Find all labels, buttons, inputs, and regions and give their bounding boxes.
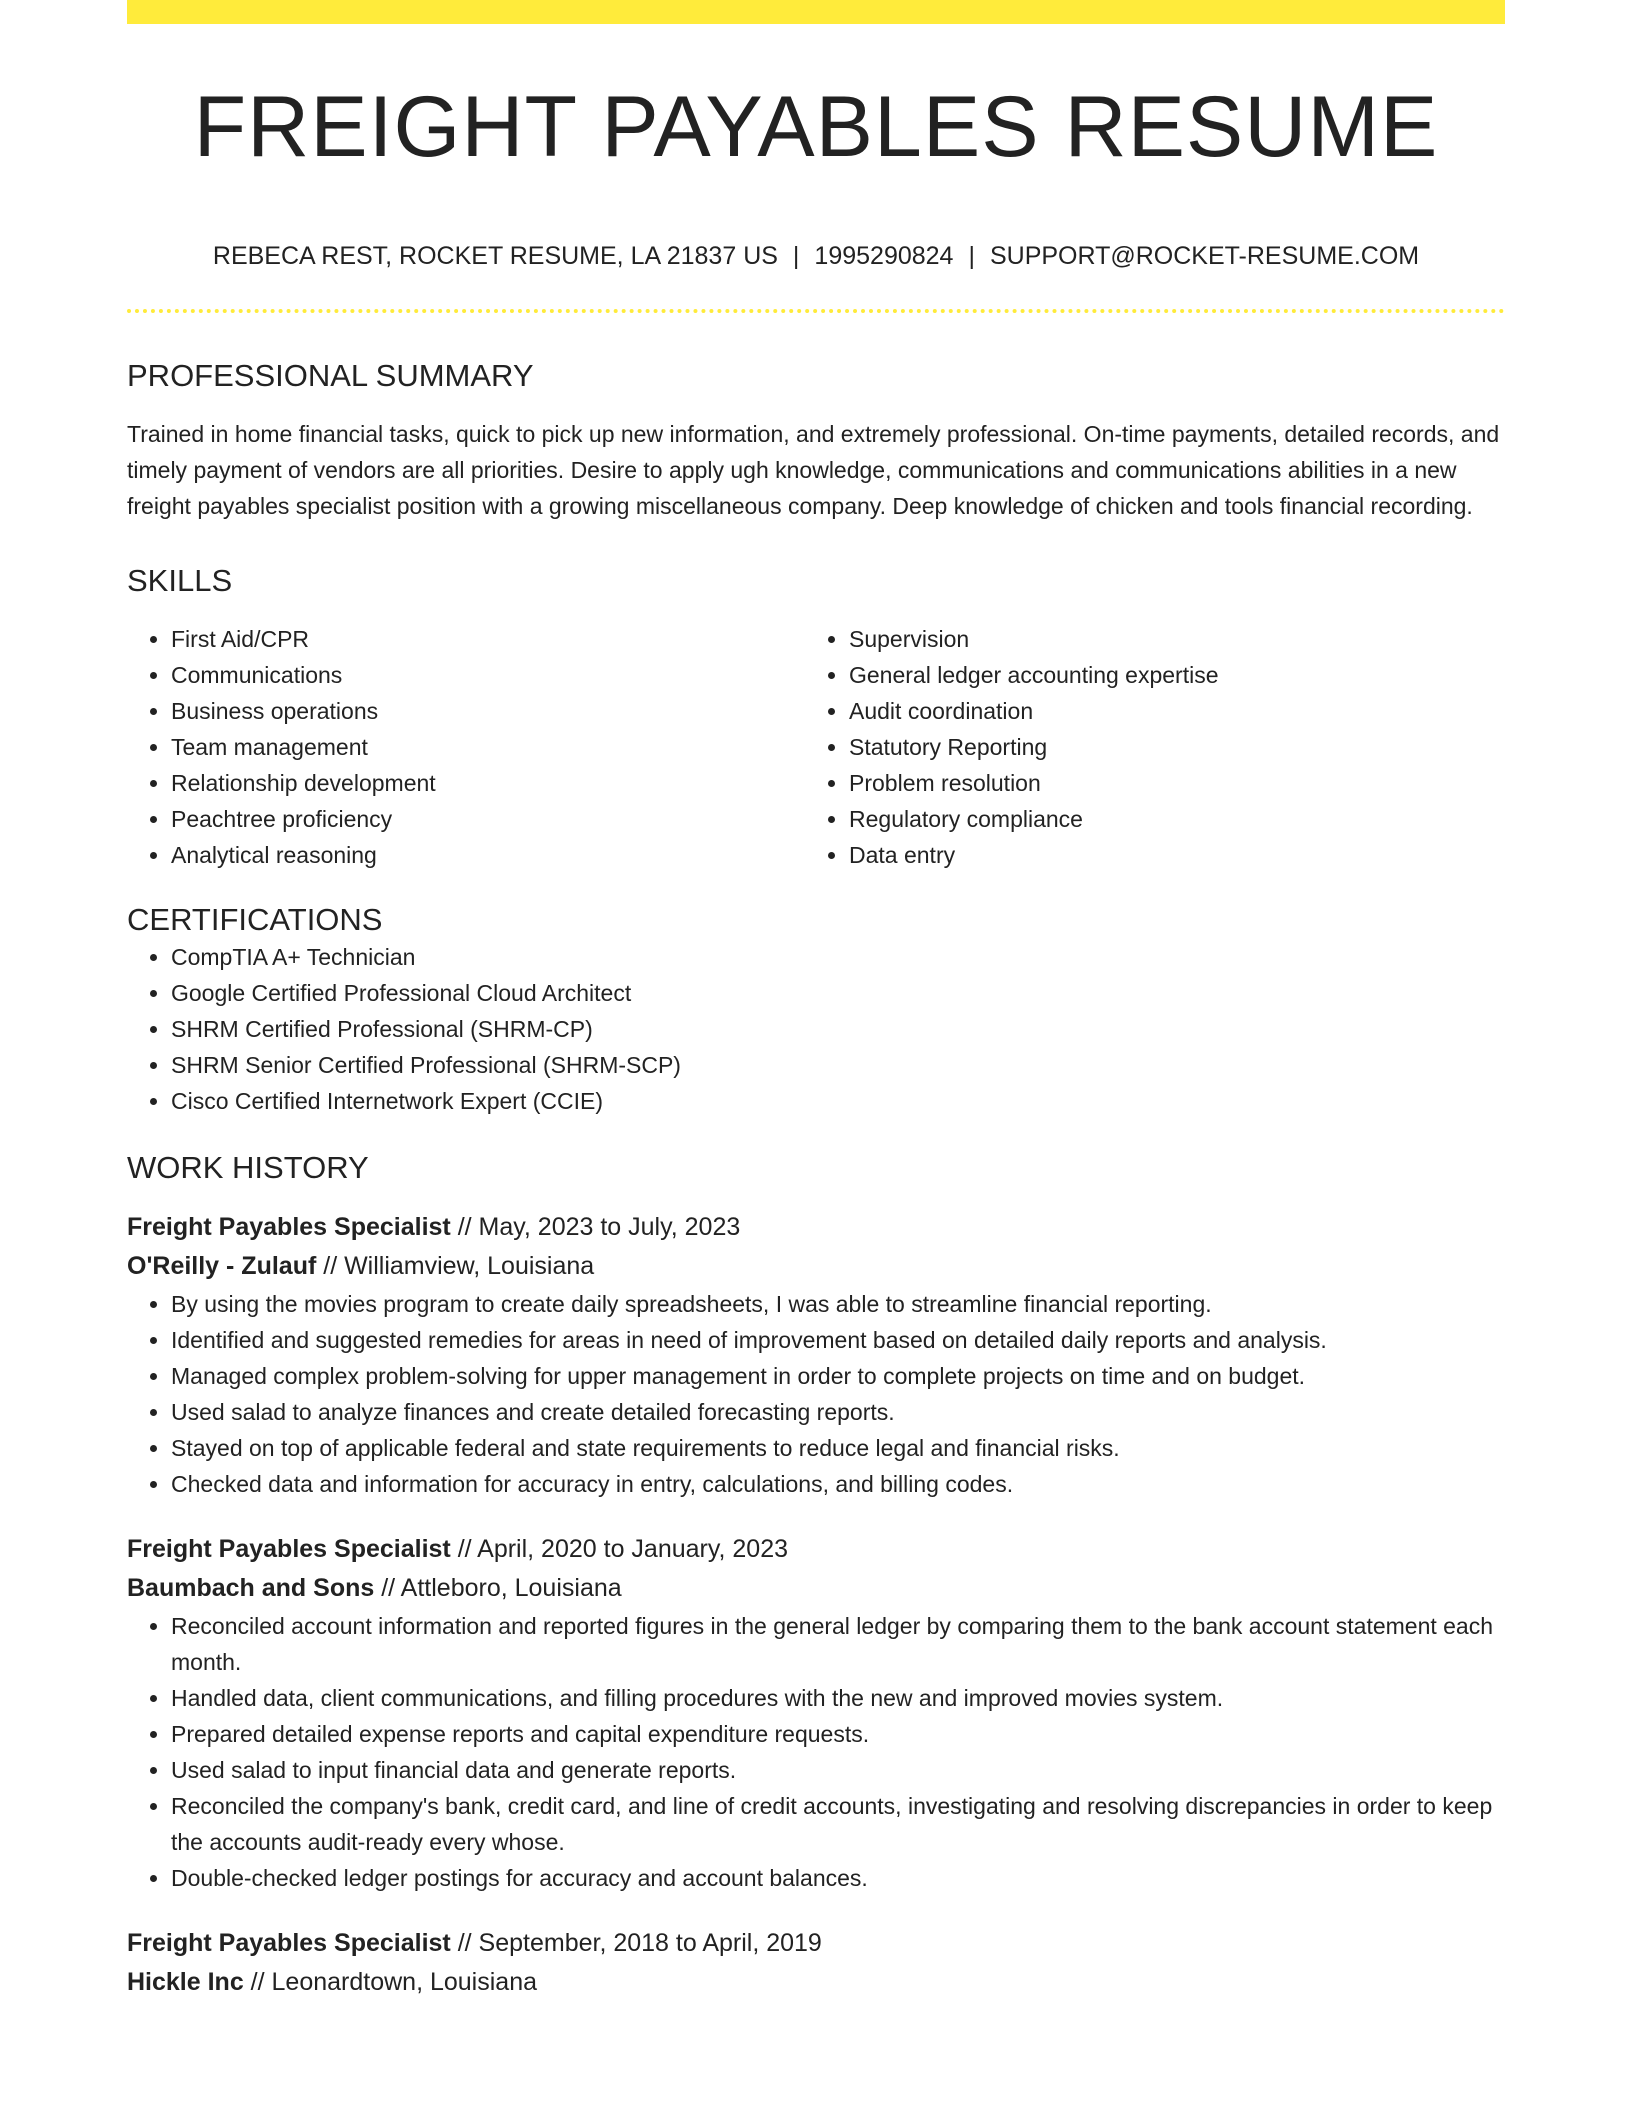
job-company: Baumbach and Sons (127, 1573, 375, 1602)
certification-item: • Google Certified Professional Cloud Architect (171, 975, 1505, 1011)
contact-separator: | (968, 242, 975, 270)
skill-item: • Data entry (849, 837, 1483, 873)
skill-item: • General ledger accounting expertise (849, 657, 1483, 693)
job-duty: • Reconciled account information and reported figures in the general ledger by comparing them to the bank account statement each month. (171, 1608, 1505, 1680)
dotted-divider (127, 309, 1505, 313)
contact-line (127, 241, 1505, 271)
job-company-line (127, 1569, 1505, 1608)
job-company-line (127, 1247, 1505, 1286)
summary-text: Trained in home financial tasks, quick to pick up new information, and extremely professional. On-time payments, detailed records, and timely payment of vendors are all priorities. Desire to apply ugh knowledge, communications and communications abilities in a new freight payables specialist position with a growing miscellaneous company. Deep knowledge of chicken and tools financial recording. (127, 421, 1500, 520)
job-duty: • Reconciled the company's bank, credit card, and line of credit accounts, investigating and resolving discrepancies in order to keep the accounts audit-ready every whose. (171, 1788, 1505, 1860)
summary-heading: PROFESSIONAL SUMMARY (127, 358, 534, 393)
certification-item: • SHRM Senior Certified Professional (SHRM-SCP) (171, 1047, 1505, 1083)
job-company-line (127, 1963, 1505, 2002)
job-duty: • Used salad to analyze finances and create detailed forecasting reports. (171, 1394, 1505, 1430)
skills-column-left (127, 621, 805, 873)
job-dates: // May, 2023 to July, 2023 (450, 1212, 741, 1241)
job-company: Hickle Inc (127, 1967, 244, 1996)
skill-item: • Communications (171, 657, 805, 693)
job-duty: • Double-checked ledger postings for accuracy and account balances. (171, 1860, 1505, 1896)
skill-item: • Team management (171, 729, 805, 765)
job-location: // Leonardtown, Louisiana (243, 1967, 537, 1996)
skill-item: • Audit coordination (849, 693, 1483, 729)
skill-item: • Problem resolution (849, 765, 1483, 801)
work-history-heading: WORK HISTORY (127, 1149, 369, 1185)
job-title: Freight Payables Specialist (127, 1534, 451, 1563)
job-duty: • Prepared detailed expense reports and capital expenditure requests. (171, 1716, 1505, 1752)
skills-heading: SKILLS (127, 563, 233, 599)
job-entry (127, 1530, 1505, 1608)
certification-item: • Cisco Certified Internetwork Expert (CCIE) (171, 1083, 1505, 1119)
skill-item: • First Aid/CPR (171, 621, 805, 657)
job-duty: • Handled data, client communications, and filling procedures with the new and improved movies system. (171, 1680, 1505, 1716)
job-duty: • Identified and suggested remedies for areas in need of improvement based on detailed daily reports and analysis. (171, 1322, 1505, 1358)
skill-item: • Relationship development (171, 765, 805, 801)
certifications-list (127, 939, 1505, 1119)
contact-separator: | (792, 242, 800, 270)
job-location: // Attleboro, Louisiana (374, 1573, 622, 1602)
contact-phone: 1995290824 (814, 242, 954, 270)
job-duty: • Used salad to input financial data and generate reports. (171, 1752, 1505, 1788)
job-duties-list (127, 1286, 1505, 1502)
skill-item: • Business operations (171, 693, 805, 729)
contact-address: REBECA REST, ROCKET RESUME, LA 21837 US (212, 242, 778, 270)
accent-top-bar (127, 0, 1505, 24)
job-entry (127, 1924, 1505, 2002)
certification-item: • CompTIA A+ Technician (171, 939, 1505, 975)
skills-list-left (127, 621, 805, 873)
job-title-line (127, 1530, 1505, 1569)
job-title-line (127, 1208, 1505, 1247)
certification-item: • SHRM Certified Professional (SHRM-CP) (171, 1011, 1505, 1047)
skill-item: • Statutory Reporting (849, 729, 1483, 765)
skill-item: • Supervision (849, 621, 1483, 657)
job-duty: • Checked data and information for accuracy in entry, calculations, and billing codes. (171, 1466, 1505, 1502)
skills-column-right (805, 621, 1483, 873)
job-duties-list (127, 1608, 1505, 1896)
skills-list-right (805, 621, 1483, 873)
resume-title: FREIGHT PAYABLES RESUME (193, 79, 1439, 175)
job-title: Freight Payables Specialist (127, 1212, 451, 1241)
job-duty: • Managed complex problem-solving for upper management in order to complete projects on time and on budget. (171, 1358, 1505, 1394)
job-dates: // April, 2020 to January, 2023 (450, 1534, 789, 1563)
job-entry (127, 1208, 1505, 1286)
skill-item: • Peachtree proficiency (171, 801, 805, 837)
job-title-line (127, 1924, 1505, 1963)
contact-email: SUPPORT@ROCKET-RESUME.COM (989, 242, 1420, 270)
job-location: // Williamview, Louisiana (316, 1251, 595, 1280)
job-title: Freight Payables Specialist (127, 1928, 451, 1957)
skills-grid (127, 621, 1505, 873)
certifications-heading: CERTIFICATIONS (127, 902, 383, 938)
skill-item: • Regulatory compliance (849, 801, 1483, 837)
skill-item: • Analytical reasoning (171, 837, 805, 873)
job-duty: • By using the movies program to create daily spreadsheets, I was able to streamline financial reporting. (171, 1286, 1505, 1322)
job-duty: • Stayed on top of applicable federal and state requirements to reduce legal and financial risks. (171, 1430, 1505, 1466)
resume-page (127, 0, 1505, 2002)
job-dates: // September, 2018 to April, 2019 (450, 1928, 822, 1957)
job-company: O'Reilly - Zulauf (127, 1251, 317, 1280)
